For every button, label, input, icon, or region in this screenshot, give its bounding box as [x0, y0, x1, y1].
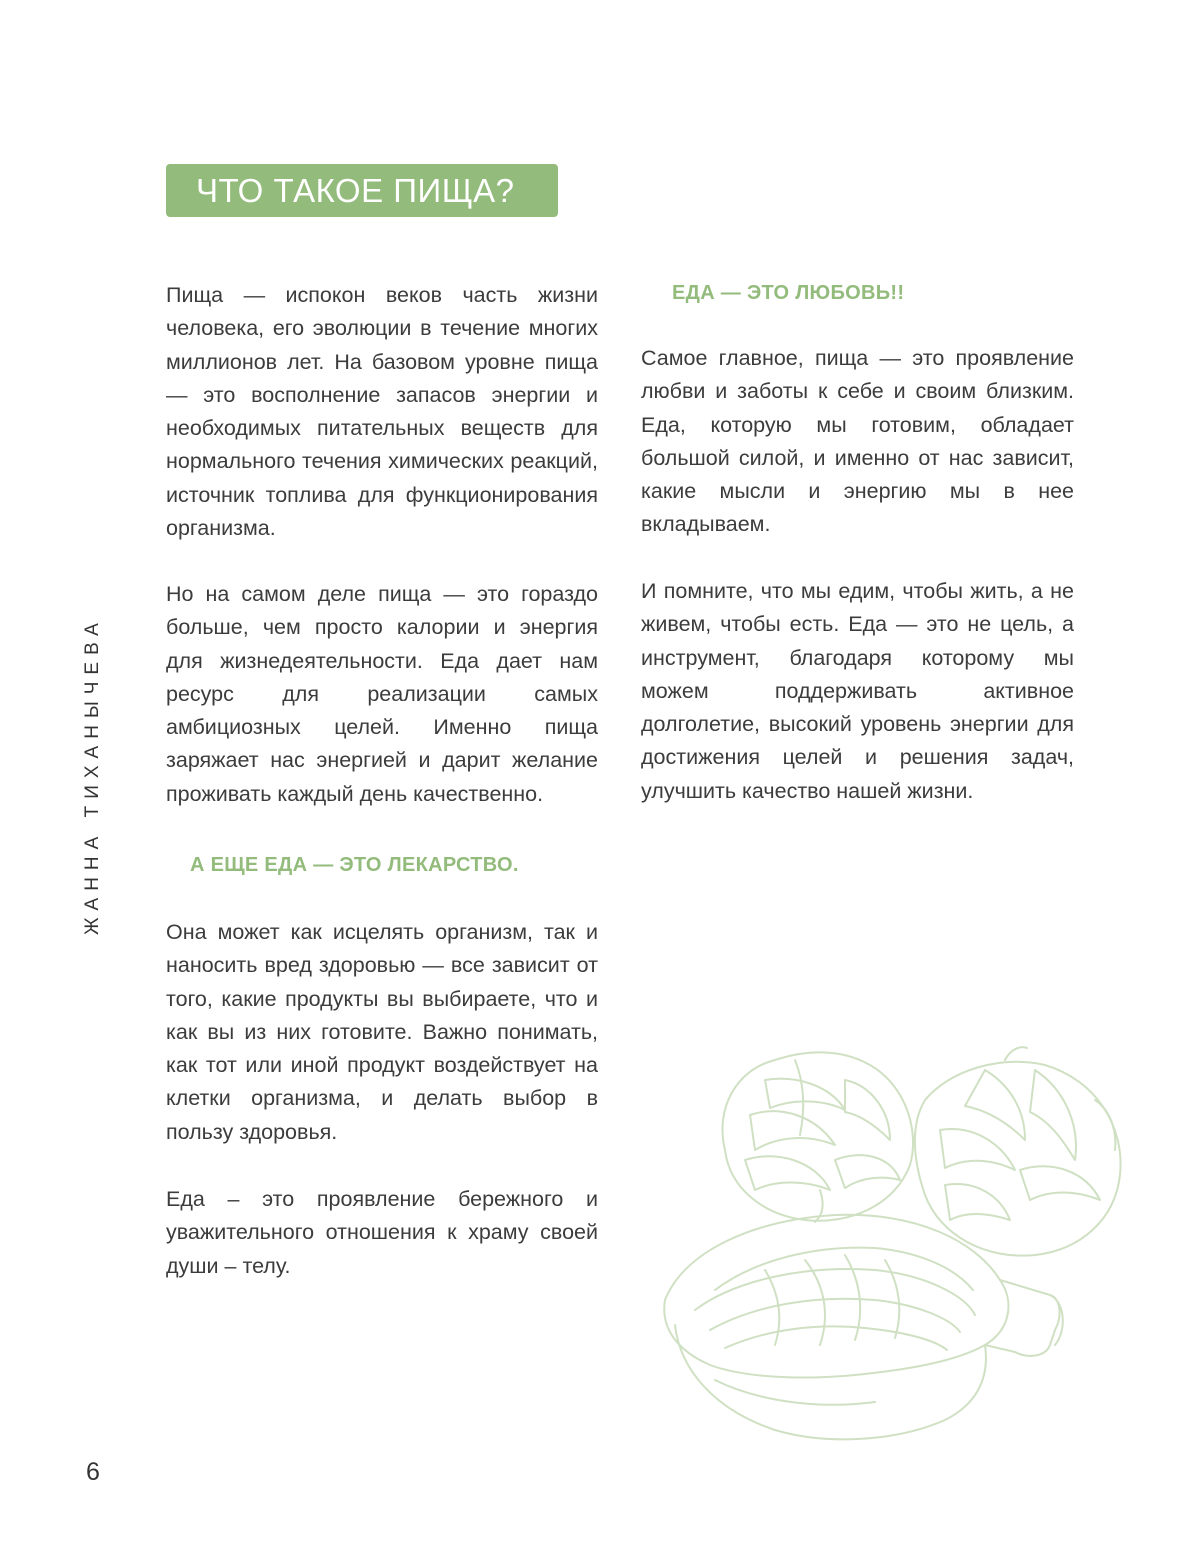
- section-title: ЧТО ТАКОЕ ПИЩА?: [196, 171, 515, 209]
- right-paragraph-1: Самое главное, пища — это проявление любви и заботы к себе и своим близким. Еда, которую мы готовим, обладает большой силой, и именно от нас зависит, какие мысли и энергию мы в нее вкладываем.: [641, 346, 1074, 537]
- author-name-vertical: ЖАННА ТИХАНЫЧЕВА: [82, 616, 103, 935]
- left-subheading: А ЕЩЕ ЕДА — ЭТО ЛЕКАРСТВО.: [190, 854, 519, 876]
- right-paragraph-2: И помните, что мы едим, чтобы жить, а не живем, чтобы есть. Еда — это не цель, а инструмент, благодаря которому мы можем поддерживать активное долголетие, высокий уровень энергии для достижения целей и решения задач, улучшить качество нашей жизни.: [641, 579, 1074, 803]
- left-paragraph-3: Она может как исцелять организм, так и наносить вред здоровью — все зависит от того, какие продукты вы выбираете, что и как вы из них готовите. Важно понимать, как тот или иной продукт воздействует на клетки организма, и делать выбор в пользу здоровья.: [166, 920, 598, 1144]
- section-title-box: [166, 164, 558, 217]
- left-paragraph-1: Пища — испокон веков часть жизни человека, его эволюции в течение многих миллионов лет. На базовом уровне пища — это восполнение запасов энергии и необходимых питательных веществ для нормального течения химических реакций, источник топлива для функционирования организма.: [166, 283, 598, 541]
- left-paragraph-2: Но на самом деле пища — это гораздо больше, чем просто калории и энергия для жизнедеятельности. Еда дает нам ресурс для реализации самых амбициозных целей. Именно пища заряжает нас энергией и дарит желание проживать каждый день качественно.: [166, 582, 598, 806]
- artichoke-illustration-icon: [655, 1040, 1145, 1450]
- left-paragraph-4: Еда – это проявление бережного и уважительного отношения к храму своей души – телу.: [166, 1187, 598, 1278]
- page-number: 6: [86, 1458, 100, 1486]
- right-subheading: ЕДА — ЭТО ЛЮБОВЬ!!: [672, 282, 905, 304]
